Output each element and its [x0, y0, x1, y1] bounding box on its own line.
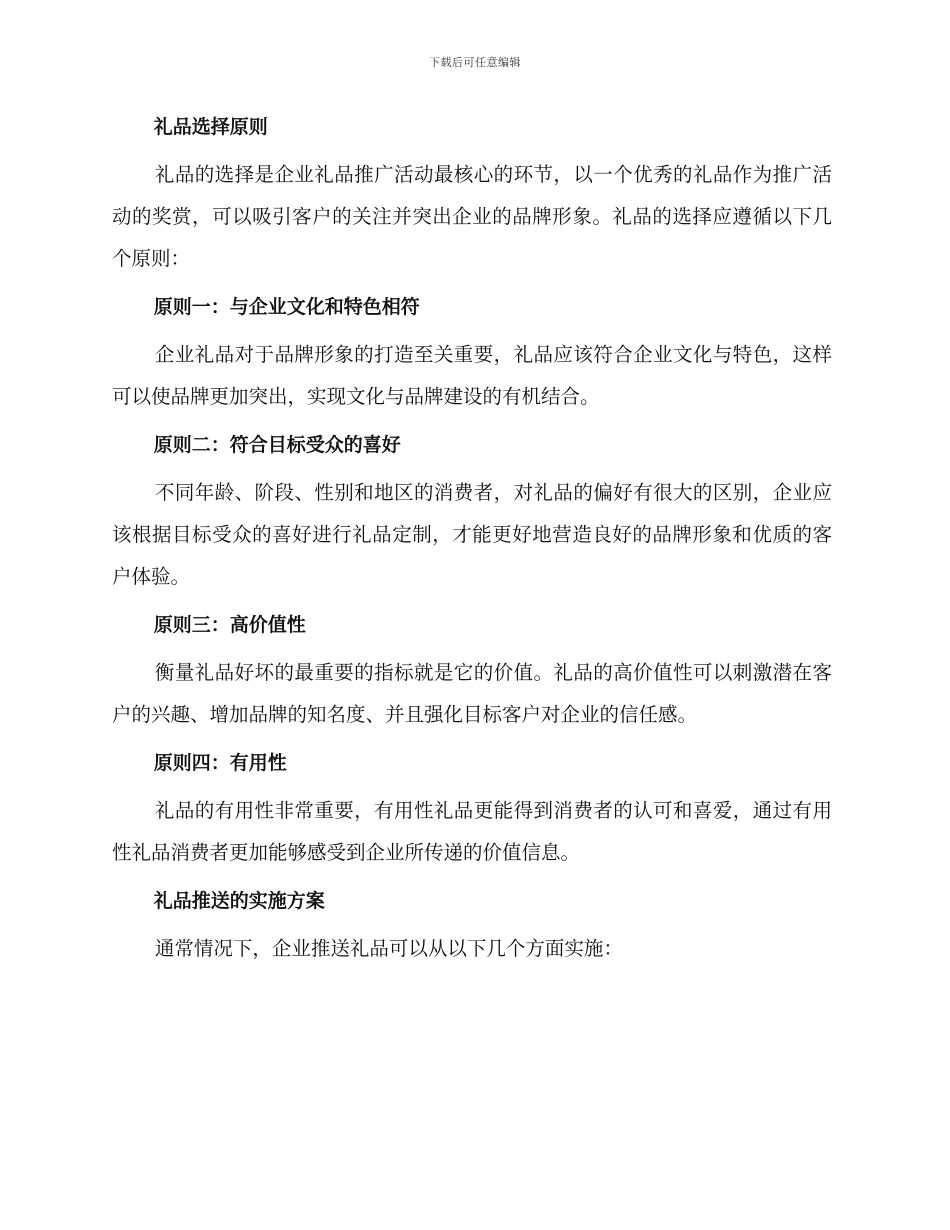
- section-paragraph: 礼品的有用性非常重要，有用性礼品更能得到消费者的认可和喜爱，通过有用性礼品消费者更加能够感受到企业所传递的价值信息。: [112, 799, 832, 864]
- section-heading-gift-delivery-plan: 礼品推送的实施方案: [153, 890, 325, 912]
- section-paragraph: 企业礼品对于品牌形象的打造至关重要，礼品应该符合企业文化与特色，这样可以使品牌更加突出，实现文化与品牌建设的有机结合。: [112, 343, 832, 408]
- section-paragraph: 通常情况下，企业推送礼品可以从以下几个方面实施：: [154, 937, 623, 960]
- section-paragraph: 不同年龄、阶段、性别和地区的消费者，对礼品的偏好有很大的区别，企业应该根据目标受众的喜好进行礼品定制，才能更好地营造良好的品牌形象和优质的客户体验。: [112, 481, 832, 588]
- document-body: [112, 110, 832, 970]
- section-heading-principle-1: 原则一：与企业文化和特色相符: [153, 296, 420, 318]
- section-heading-principle-4: 原则四：有用性: [153, 752, 287, 774]
- section-paragraph: 礼品的选择是企业礼品推广活动最核心的环节，以一个优秀的礼品作为推广活动的奖赏，可以吸引客户的关注并突出企业的品牌形象。礼品的选择应遵循以下几个原则：: [112, 163, 832, 270]
- section-heading-principle-3: 原则三：高价值性: [153, 614, 306, 636]
- page-header: 下载后可任意编辑: [429, 56, 521, 69]
- section-paragraph: 衡量礼品好坏的最重要的指标就是它的价值。礼品的高价值性可以刺激潜在客户的兴趣、增加品牌的知名度、并且强化目标客户对企业的信任感。: [112, 661, 832, 726]
- section-heading-gift-selection-principles: 礼品选择原则: [153, 116, 268, 138]
- section-heading-principle-2: 原则二：符合目标受众的喜好: [153, 434, 401, 456]
